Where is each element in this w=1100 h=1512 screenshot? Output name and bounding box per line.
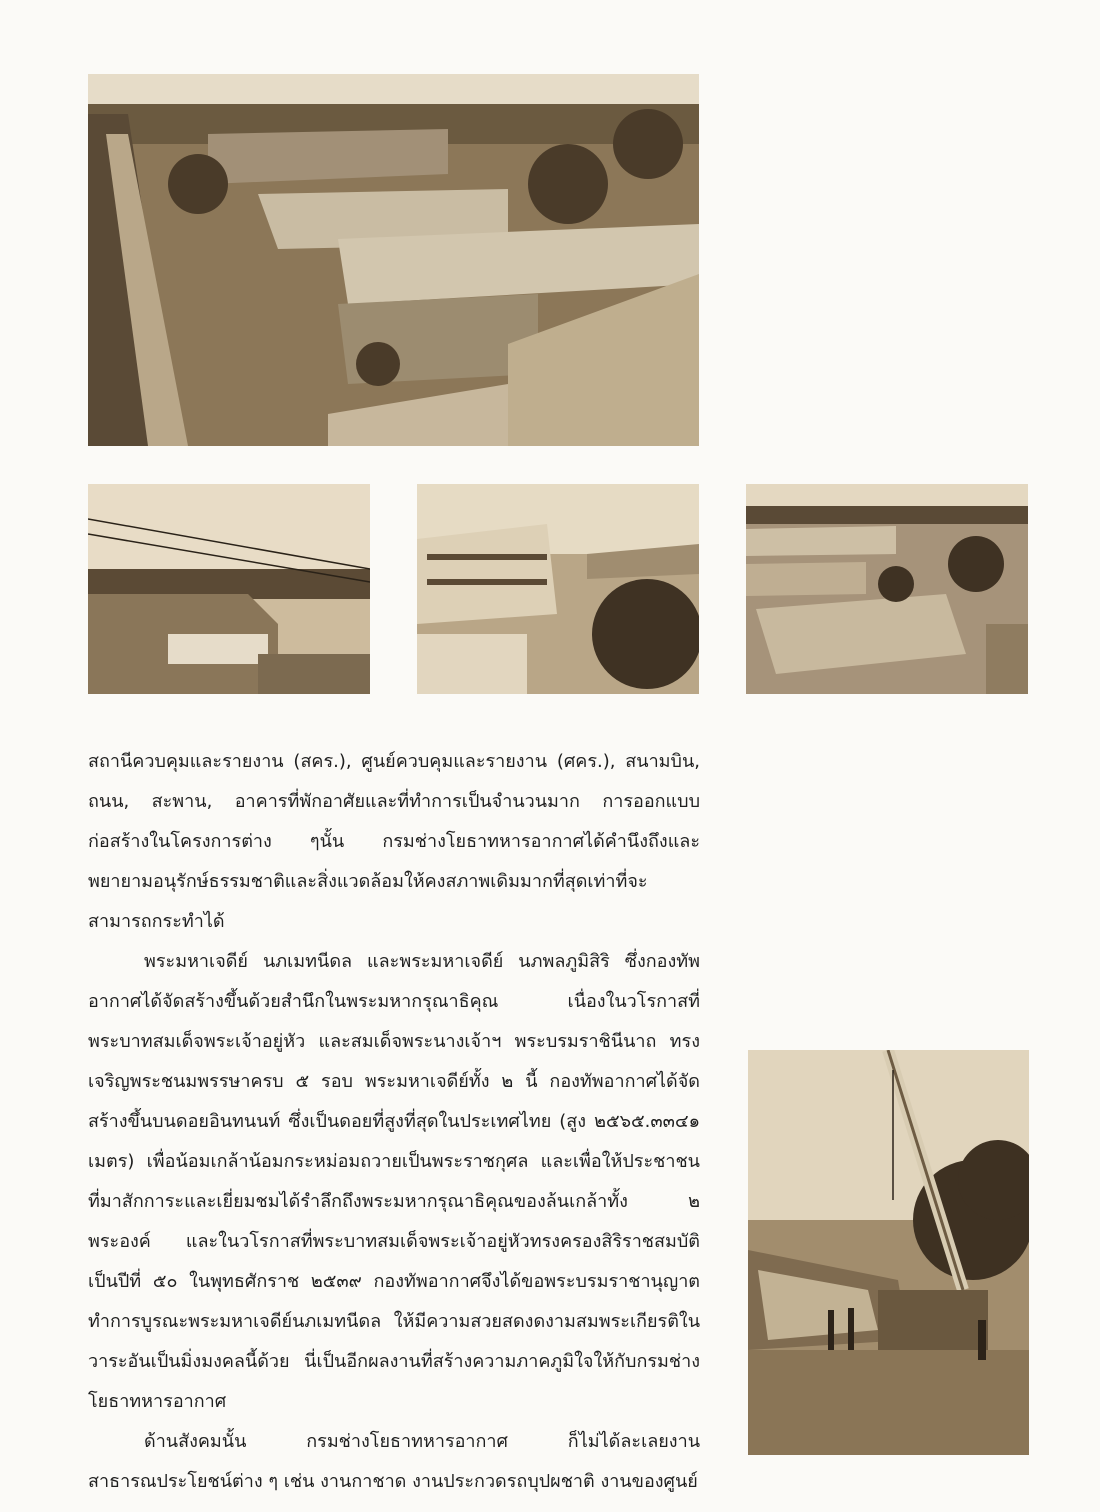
body-paragraph-3: ด้านสังคมนั้น กรมช่างโยธาทหารอากาศ ก็ไม่ได้ละเลยงานสาธารณประโยชน์ต่าง ๆ เช่น งานกาชาด งานประกวดรถบุปผชาติ งานของศูนย์ [88, 1431, 700, 1492]
office-building-photo [417, 484, 699, 694]
body-paragraph-2: พระมหาเจดีย์ นภเมทนีดล และพระมหาเจดีย์ นภพลภูมิสิริ ซึ่งกองทัพอากาศได้จัดสร้างขึ้นด้วยสำนึกในพระมหากรุณาธิคุณ เนื่องในวโรกาสที่พระบาทสมเด็จพระเจ้าอยู่หัว และสมเด็จพระนางเจ้าฯ พระบรมราชินีนาถ ทรงเจริญพระชนมพรรษาครบ ๕ รอบ พระมหาเจดีย์ทั้ง ๒ นี้ กองทัพอากาศได้จัดสร้างขึ้นบนดอยอินทนนท์ ซึ่งเป็นดอยที่สูงที่สุดในประเทศไทย (สูง ๒๕๖๕.๓๓๔๑ เมตร) เพื่อน้อมเกล้าน้อมกระหม่อมถวายเป็นพระราชกุศล และเพื่อให้ประชาชนที่มาสักการะและเยี่ยมชมได้รำลึกถึงพระมหากรุณาธิคุณของล้นเกล้าทั้ง ๒ พระองค์ และในวโรกาสที่พระบาทสมเด็จพระเจ้าอยู่หัวทรงครองสิริราชสมบัติเป็นปีที่ ๕๐ ในพุทธศักราช ๒๕๓๙ กองทัพอากาศจึงได้ขอพระบรมราชานุญาตทำการบูรณะพระมหาเจดีย์นภเมทนีดล ให้มีความสวยสดงดงามสมพระเกียรติในวาระอันเป็นมิ่งมงคลนี้ด้วย นี่เป็นอีกผลงานที่สร้างความภาคภูมิใจให้กับกรมช่างโยธาทหารอากาศ [88, 951, 700, 1412]
article-body [88, 742, 700, 1502]
warehouse-photo [88, 484, 370, 694]
building-compound-photo [746, 484, 1028, 694]
crane-site-photo [748, 1050, 1029, 1455]
aerial-view-photo [88, 74, 699, 446]
body-paragraph-1: สถานีควบคุมและรายงาน (สคร.), ศูนย์ควบคุมและรายงาน (ศคร.), สนามบิน, ถนน, สะพาน, อาคารที่พักอาศัยและที่ทำการเป็นจำนวนมาก การออกแบบก่อสร้างในโครงการต่าง ๆนั้น กรมช่างโยธาทหารอากาศได้คำนึงถึงและพยายามอนุรักษ์ธรรมชาติและสิ่งแวดล้อมให้คงสภาพเดิมมากที่สุดเท่าที่จะสามารถกระทำได้ [88, 751, 700, 932]
